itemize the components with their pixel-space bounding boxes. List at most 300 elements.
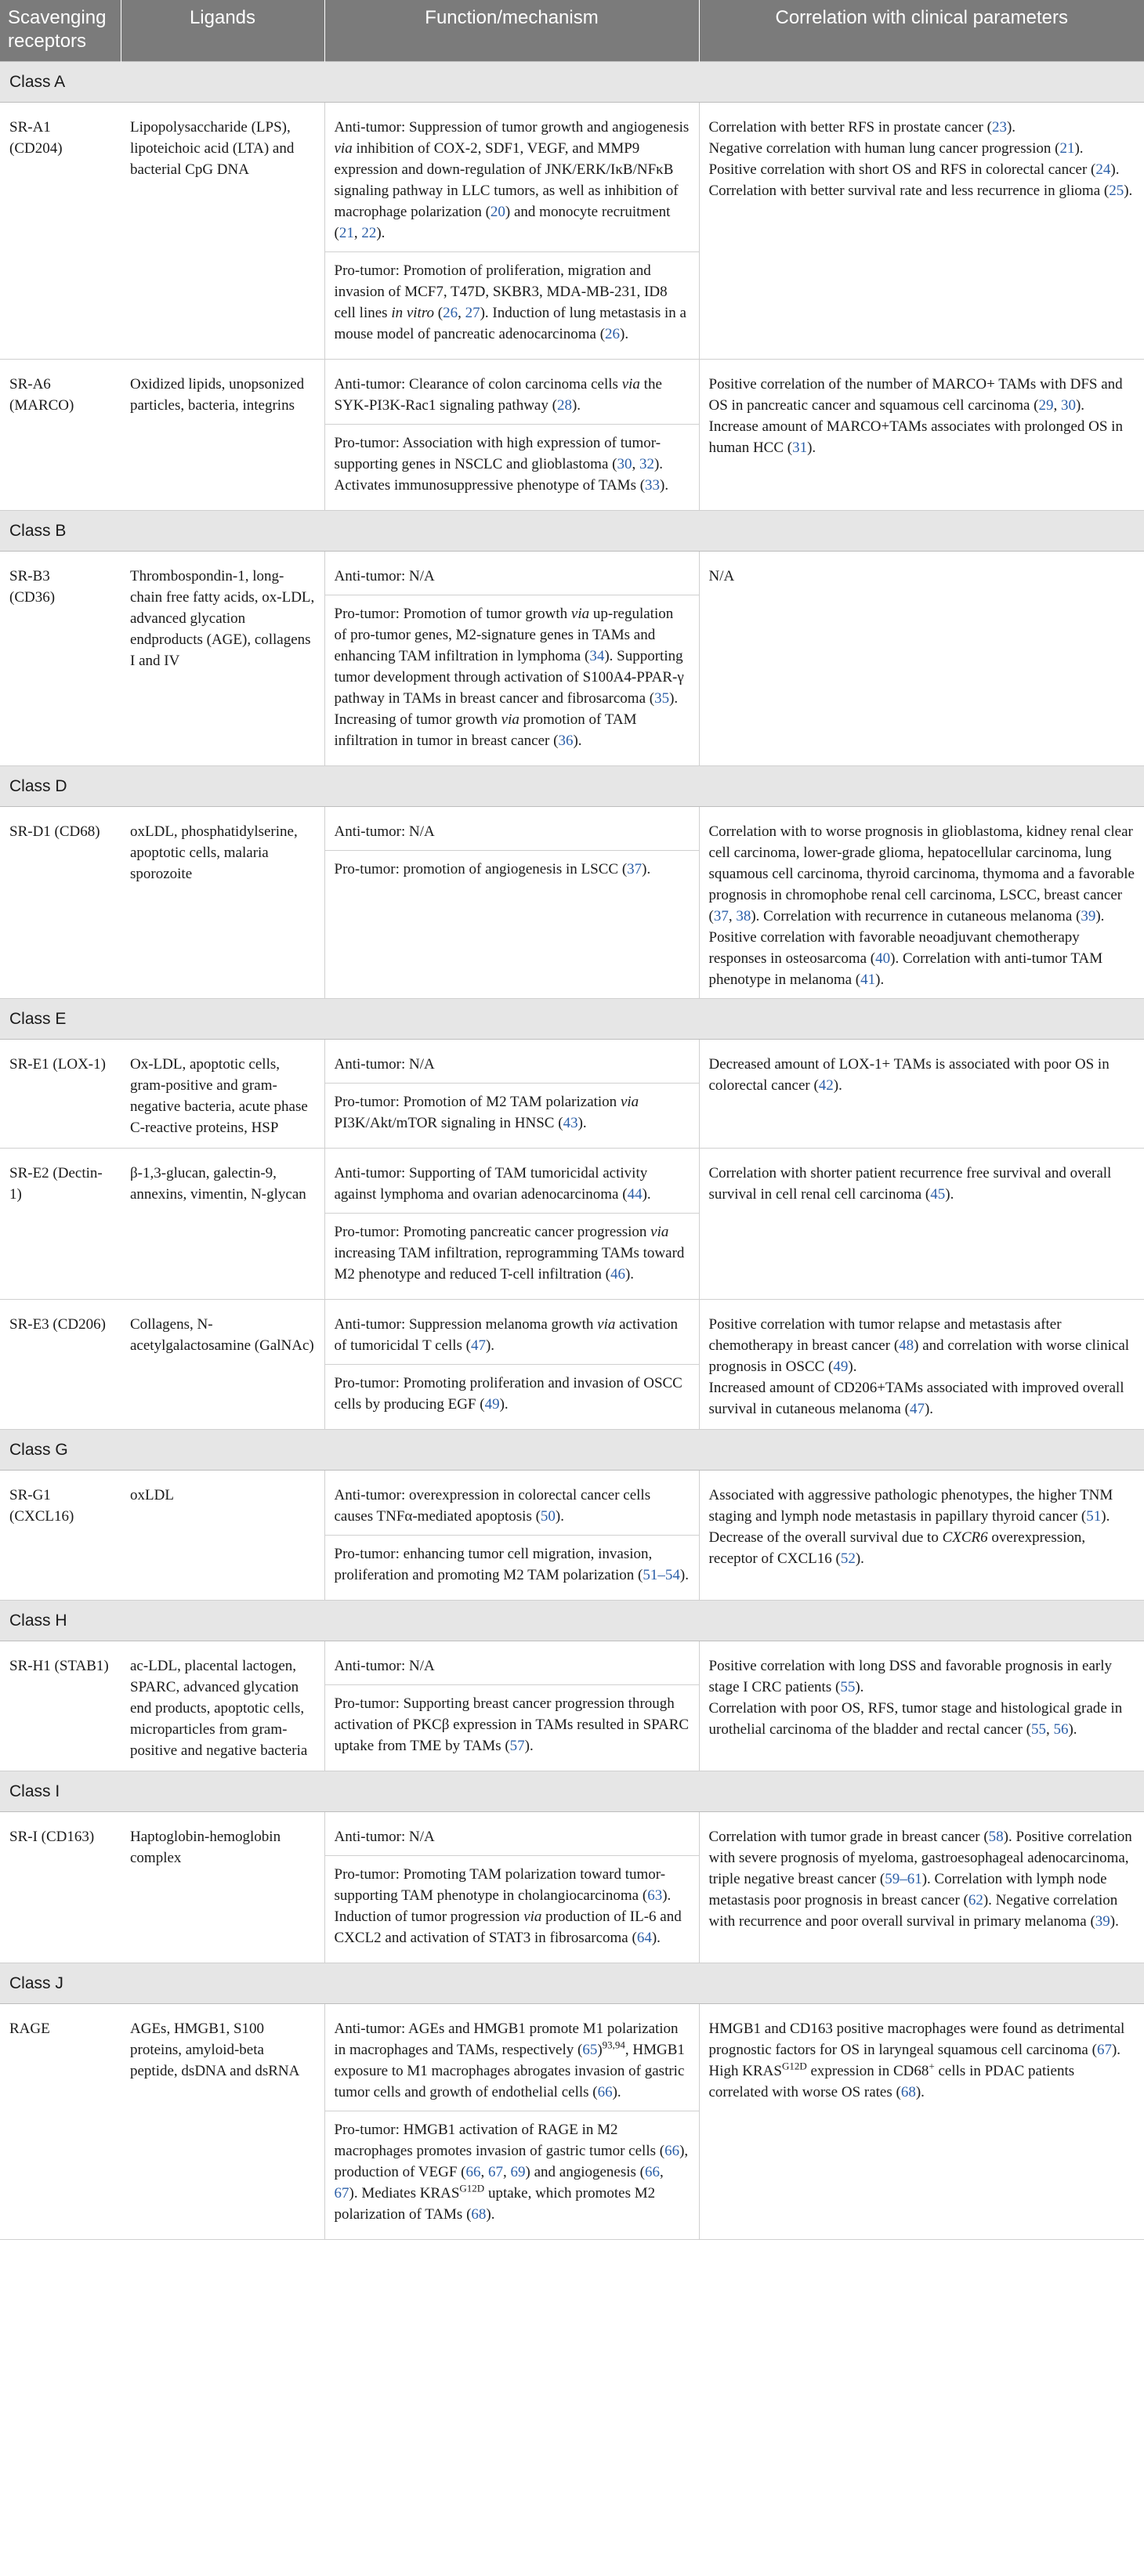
reference-link[interactable]: 65 <box>582 2042 598 2058</box>
reference-link[interactable]: 45 <box>930 1186 946 1203</box>
table-row <box>0 360 1144 511</box>
receptor-name: SR-I (CD163) <box>9 1829 95 1845</box>
correlation-text <box>709 566 1135 587</box>
correlation-text <box>709 1485 1135 1527</box>
reference-link[interactable]: 42 <box>818 1077 834 1094</box>
ligands-cell: β-1,3-glucan, galectin-9, annexins, vimentin, N-glycan <box>121 1149 324 1300</box>
reference-link[interactable]: 64 <box>636 1930 652 1946</box>
text-run: , <box>458 305 465 321</box>
text-run: Pro-tumor: Promoting TAM polarization toward tumor-supporting TAM phenotype in cholangiocarcinoma ( <box>334 1866 666 1904</box>
text-run: Positive correlation with long DSS and favorable prognosis in early stage I CRC patients ( <box>708 1658 1112 1695</box>
text-run: ) and monocyte recruitment ( <box>334 204 671 241</box>
receptor-cell <box>0 103 121 360</box>
text-run: Anti-tumor: N/A <box>334 1829 435 1845</box>
text-run: Positive correlation of the number of MARCO+ TAMs with DFS and OS in pancreatic cancer and squamous cell carcinoma ( <box>708 376 1123 414</box>
receptor-name: (CD204) <box>9 140 63 157</box>
reference-link[interactable]: 67 <box>334 2185 349 2202</box>
reference-link[interactable]: 39 <box>1081 908 1096 924</box>
function-cell <box>324 103 699 360</box>
text-run: ). <box>660 477 669 494</box>
text-run: Pro-tumor: Association with high expression of tumor-supporting genes in NSCLC and glioblastoma ( <box>334 435 661 472</box>
reference-link[interactable]: 51 <box>1086 1508 1102 1525</box>
ligands-cell: ac-LDL, placental lactogen, SPARC, advanced glycation end products, apoptotic cells, microparticles from gram-positive and negative bacteria <box>121 1641 324 1771</box>
text-run: Anti-tumor: overexpression in colorectal cancer cells causes TNFα-mediated apoptosis ( <box>334 1487 651 1525</box>
reference-link[interactable]: 68 <box>900 2084 916 2100</box>
text-run: ). <box>1075 397 1085 414</box>
table-row <box>0 1641 1144 1771</box>
text-run: Anti-tumor: AGEs and HMGB1 promote M1 polarization in macrophages and TAMs, respectively ( <box>334 2021 679 2058</box>
text-run: ). <box>486 2206 495 2223</box>
text-run: ). <box>848 1359 857 1375</box>
text-run: Anti-tumor: N/A <box>334 568 435 584</box>
text-run: ). <box>855 1679 864 1695</box>
reference-link[interactable]: 27 <box>465 305 480 321</box>
text-run: via <box>570 606 590 622</box>
correlation-text <box>709 1377 1135 1420</box>
function-cell <box>324 1641 699 1771</box>
text-run: Positive correlation with favorable neoadjuvant chemotherapy responses in osteosarcoma ( <box>708 929 1080 967</box>
receptor-name: SR-B3 <box>9 568 50 584</box>
class-label: Class D <box>0 766 1144 807</box>
text-run: Increased amount of CD206+TAMs associated with improved overall survival in cutaneous melanoma ( <box>708 1380 1124 1417</box>
class-header-row <box>0 766 1144 807</box>
correlation-text <box>709 1826 1135 1932</box>
ligands-cell: Haptoglobin-hemoglobin complex <box>121 1812 324 1963</box>
text-run: ). <box>499 1396 509 1413</box>
text-run: ). <box>571 397 581 414</box>
text-run: ( <box>434 305 443 321</box>
class-header-row <box>0 62 1144 103</box>
anti-tumor-function <box>325 813 699 850</box>
reference-link[interactable]: 30 <box>617 456 632 472</box>
text-run: Pro-tumor: Promotion of proliferation, migration and invasion of MCF7, T47D, SKBR3, MDA-MB-231, ID8 cell lines <box>334 262 668 321</box>
text-run: + <box>929 2060 935 2072</box>
text-run: , HMGB1 exposure to M1 macrophages abrogates invasion of gastric tumor cells and growth of endothelial cells ( <box>334 2042 685 2100</box>
class-label: Class E <box>0 999 1144 1040</box>
header-receptors: Scavenging receptors <box>0 0 121 62</box>
receptor-name: (CD36) <box>9 589 56 606</box>
reference-link[interactable]: 67 <box>1096 2042 1112 2058</box>
text-run: ). <box>924 1401 934 1417</box>
reference-link[interactable]: 52 <box>840 1550 856 1567</box>
receptor-name: SR-H1 (STAB1) <box>9 1658 109 1674</box>
correlation-cell <box>699 1812 1144 1963</box>
correlation-cell <box>699 807 1144 999</box>
correlation-text <box>709 138 1135 159</box>
text-run: , <box>1045 1721 1054 1738</box>
text-run: ). <box>485 1337 495 1354</box>
text-run: ). Induction of lung metastasis in a mouse model of pancreatic adenocarcinoma ( <box>334 305 686 342</box>
text-run: via <box>334 140 353 157</box>
header-ligands: Ligands <box>121 0 324 62</box>
text-run: uptake, which promotes M2 polarization of TAMs ( <box>334 2185 656 2223</box>
ligands-cell: AGEs, HMGB1, S100 proteins, amyloid-beta peptide, dsDNA and dsRNA <box>121 2004 324 2240</box>
class-header-row <box>0 511 1144 552</box>
correlation-text <box>709 821 1135 927</box>
class-header-row <box>0 1963 1144 2004</box>
reference-link[interactable]: 56 <box>1053 1721 1069 1738</box>
text-run: Decreased amount of LOX-1+ TAMs is associated with poor OS in colorectal cancer ( <box>708 1056 1110 1094</box>
reference-link[interactable]: 44 <box>627 1186 643 1203</box>
class-header-row <box>0 1430 1144 1471</box>
text-run: Pro-tumor: Promotion of M2 TAM polarization <box>334 1094 621 1110</box>
reference-link[interactable]: 51–54 <box>643 1567 680 1583</box>
reference-link[interactable]: 58 <box>988 1829 1004 1845</box>
anti-tumor-function <box>325 109 699 251</box>
table-row <box>0 1471 1144 1601</box>
pro-tumor-function <box>325 850 699 888</box>
text-run: Anti-tumor: Supporting of TAM tumoricidal activity against lymphoma and ovarian adenocarcinoma ( <box>334 1165 648 1203</box>
correlation-cell <box>699 1471 1144 1601</box>
correlation-text <box>709 1054 1135 1096</box>
text-run: the SYK-PI3K-Rac1 signaling pathway ( <box>334 376 662 414</box>
class-header-row <box>0 999 1144 1040</box>
text-run: N/A <box>708 568 735 584</box>
class-header-row <box>0 1771 1144 1812</box>
text-run: overexpression, receptor of CXCL16 ( <box>708 1529 1086 1567</box>
text-run: Positive correlation with tumor relapse and metastasis after chemotherapy in breast cancer ( <box>708 1316 1062 1354</box>
reference-link[interactable]: 62 <box>968 1892 983 1908</box>
text-run: Pro-tumor: Supporting breast cancer progression through activation of PKCβ expression in TAMs resulted in SPARC uptake from TME by TAMs ( <box>334 1695 690 1754</box>
text-run: via <box>523 1908 542 1925</box>
table-row <box>0 1149 1144 1300</box>
text-run: ). Correlation with anti-tumor TAM phenotype in melanoma ( <box>708 950 1103 988</box>
text-run: ) <box>597 2042 603 2058</box>
receptor-name: RAGE <box>9 2021 50 2037</box>
text-run: production of IL-6 and CXCL2 and activation of STAT3 in fibrosarcoma ( <box>334 1908 682 1946</box>
text-run: , <box>728 908 737 924</box>
text-run: , <box>659 2164 664 2180</box>
function-cell <box>324 1471 699 1601</box>
text-run: Correlation with to worse prognosis in glioblastoma, kidney renal clear cell carcinoma, lower-grade glioma, hepatocellular carcinoma, lung squamous cell carcinoma, thyroid carcinoma, thymoma and a favorable prognosis in chromophobe renal cell carcinoma, LSCC, breast cancer ( <box>708 823 1135 924</box>
reference-link[interactable]: 21 <box>1059 140 1075 157</box>
ligands-cell: Lipopolysaccharide (LPS), lipoteichoic acid (LTA) and bacterial CpG DNA <box>121 103 324 360</box>
text-run: Pro-tumor: Promotion of tumor growth <box>334 606 571 622</box>
class-label: Class A <box>0 62 1144 103</box>
function-cell <box>324 807 699 999</box>
text-run: , <box>632 456 639 472</box>
receptor-name: SR-A1 <box>9 119 51 136</box>
receptor-cell <box>0 1812 121 1963</box>
text-run: HMGB1 and CD163 positive macrophages were found as detrimental prognostic factors for OS in laryngeal squamous cell carcinoma ( <box>708 2021 1125 2058</box>
anti-tumor-function <box>325 1648 699 1684</box>
function-cell <box>324 1300 699 1430</box>
reference-link[interactable]: 21 <box>338 225 354 241</box>
text-run: ). <box>612 2084 621 2100</box>
function-cell <box>324 360 699 511</box>
text-run: Pro-tumor: promotion of angiogenesis in LSCC ( <box>334 861 628 877</box>
text-run: 93,94 <box>602 2039 625 2051</box>
text-run: ). <box>1095 908 1105 924</box>
function-cell <box>324 1149 699 1300</box>
correlation-text <box>709 1698 1135 1740</box>
pro-tumor-function <box>325 1364 699 1423</box>
text-run: ) and correlation with worse clinical prognosis in OSCC ( <box>708 1337 1130 1375</box>
receptor-cell <box>0 1641 121 1771</box>
text-run: ) and angiogenesis ( <box>525 2164 645 2180</box>
text-run: , <box>503 2164 511 2180</box>
reference-link[interactable]: 33 <box>645 477 661 494</box>
text-run: ). <box>833 1077 842 1094</box>
correlation-text <box>709 180 1135 201</box>
reference-link[interactable]: 34 <box>589 648 605 664</box>
reference-link[interactable]: 30 <box>1060 397 1076 414</box>
text-run: ). <box>555 1508 564 1525</box>
text-run: via <box>650 1224 669 1240</box>
function-cell <box>324 1040 699 1149</box>
reference-link[interactable]: 37 <box>713 908 729 924</box>
reference-link[interactable]: 31 <box>792 440 808 456</box>
text-run: ). <box>1124 183 1133 199</box>
reference-link[interactable]: 40 <box>875 950 891 967</box>
reference-link[interactable]: 32 <box>639 456 654 472</box>
text-run: up-regulation of pro-tumor genes, M2-signature genes in TAMs and enhancing TAM infiltration in lymphoma ( <box>334 606 674 664</box>
correlation-cell <box>699 1641 1144 1771</box>
reference-link[interactable]: 22 <box>361 225 377 241</box>
receptor-cell <box>0 360 121 511</box>
text-run: Anti-tumor: Suppression melanoma growth <box>334 1316 598 1333</box>
text-run: in vitro <box>391 305 435 321</box>
reference-link[interactable]: 49 <box>833 1359 849 1375</box>
class-label: Class I <box>0 1771 1144 1812</box>
reference-link[interactable]: 49 <box>484 1396 500 1413</box>
text-run: Anti-tumor: N/A <box>334 1658 435 1674</box>
reference-link[interactable]: 36 <box>558 733 574 749</box>
text-run: ). <box>651 1930 661 1946</box>
text-run: , <box>1053 397 1061 414</box>
reference-link[interactable]: 67 <box>488 2164 503 2180</box>
text-run: ). Correlation with lymph node metastasis poor prognosis in breast cancer ( <box>708 1871 1107 1908</box>
correlation-cell <box>699 103 1144 360</box>
receptor-cell <box>0 1471 121 1601</box>
receptor-cell <box>0 807 121 999</box>
function-cell <box>324 552 699 766</box>
ligands-cell: Oxidized lipids, unopsonized particles, bacteria, integrins <box>121 360 324 511</box>
text-run: Positive correlation with short OS and RFS in colorectal cancer ( <box>708 161 1096 178</box>
anti-tumor-function <box>325 1046 699 1083</box>
table-row <box>0 2004 1144 2240</box>
text-run: ). <box>1068 1721 1077 1738</box>
reference-link[interactable]: 47 <box>470 1337 486 1354</box>
text-run: ). <box>376 225 386 241</box>
receptor-name: SR-E1 (LOX-1) <box>9 1056 106 1073</box>
text-run: ). <box>679 1567 689 1583</box>
text-run: Correlation with tumor grade in breast cancer ( <box>708 1829 989 1845</box>
text-run: ). <box>1110 1913 1119 1930</box>
reference-link[interactable]: 68 <box>471 2206 487 2223</box>
text-run: ). <box>945 1186 954 1203</box>
reference-link[interactable]: 47 <box>909 1401 925 1417</box>
ligands-cell: oxLDL <box>121 1471 324 1601</box>
correlation-text <box>709 1163 1135 1205</box>
table-body <box>0 62 1144 2240</box>
table-header-row <box>0 0 1144 62</box>
text-run: via <box>597 1316 616 1333</box>
reference-link[interactable]: 29 <box>1038 397 1054 414</box>
reference-link[interactable]: 48 <box>899 1337 914 1354</box>
reference-link[interactable]: 28 <box>556 397 572 414</box>
reference-link[interactable]: 39 <box>1095 1913 1110 1930</box>
text-run: ). Negative correlation with recurrence and poor overall survival in primary melanoma ( <box>708 1892 1118 1930</box>
text-run: Pro-tumor: HMGB1 activation of RAGE in M2 macrophages promotes invasion of gastric tumor cells ( <box>334 2122 665 2159</box>
reference-link[interactable]: 66 <box>597 2084 613 2100</box>
text-run: ). <box>1074 140 1084 157</box>
text-run: ). <box>915 2084 925 2100</box>
reference-link[interactable]: 55 <box>840 1679 856 1695</box>
reference-link[interactable]: 24 <box>1095 161 1111 178</box>
ligands-cell: Thrombospondin-1, long-chain free fatty acids, ox-LDL, advanced glycation endproducts (AGE), collagens I and IV <box>121 552 324 766</box>
table-row <box>0 1040 1144 1149</box>
text-run: ). <box>524 1738 534 1754</box>
text-run: ). <box>573 733 582 749</box>
receptor-name: SR-G1 <box>9 1487 51 1503</box>
reference-link[interactable]: 66 <box>465 2164 481 2180</box>
text-run: ). <box>642 861 651 877</box>
text-run: ). Mediates KRAS <box>349 2185 460 2202</box>
class-label: Class G <box>0 1430 1144 1471</box>
text-run: increasing TAM infiltration, reprogramming TAMs toward M2 phenotype and reduced T-cell infiltration ( <box>334 1245 685 1283</box>
receptor-name: (MARCO) <box>9 397 74 414</box>
pro-tumor-function <box>325 251 699 353</box>
pro-tumor-function <box>325 1083 699 1141</box>
header-function: Function/mechanism <box>324 0 699 62</box>
text-run: Decrease of the overall survival due to <box>708 1529 943 1546</box>
correlation-text <box>709 416 1135 458</box>
receptor-name: SR-E3 (CD206) <box>9 1316 106 1333</box>
receptor-name: (CXCL16) <box>9 1508 74 1525</box>
reference-link[interactable]: 43 <box>563 1115 578 1131</box>
text-run: Anti-tumor: N/A <box>334 823 435 840</box>
text-run: ). <box>855 1550 864 1567</box>
anti-tumor-function <box>325 366 699 424</box>
reference-link[interactable]: 63 <box>647 1887 663 1904</box>
receptor-cell <box>0 552 121 766</box>
reference-link[interactable]: 69 <box>510 2164 526 2180</box>
class-header-row <box>0 1601 1144 1641</box>
text-run: Anti-tumor: Clearance of colon carcinoma cells <box>334 376 622 393</box>
function-cell <box>324 1812 699 1963</box>
text-run: expression in CD68 <box>806 2063 929 2079</box>
text-run: ). <box>807 440 816 456</box>
correlation-text <box>709 117 1135 138</box>
reference-link[interactable]: 26 <box>605 326 621 342</box>
text-run: ). Supporting tumor development through activation of S100A4-PPAR-γ pathway in TAMs in breast cancer and fibrosarcoma ( <box>334 648 684 707</box>
header-correlation: Correlation with clinical parameters <box>699 0 1144 62</box>
anti-tumor-function <box>325 1477 699 1535</box>
text-run: Associated with aggressive pathologic phenotypes, the higher TNM staging and lymph node metastasis in papillary thyroid cancer ( <box>708 1487 1113 1525</box>
table-row <box>0 552 1144 766</box>
text-run: ), production of VEGF ( <box>334 2143 689 2180</box>
text-run: Correlation with better RFS in prostate cancer ( <box>708 119 992 136</box>
text-run: Increase amount of MARCO+TAMs associates with prolonged OS in human HCC ( <box>708 418 1123 456</box>
text-run: activation of tumoricidal T cells ( <box>334 1316 679 1354</box>
text-run: via <box>501 711 520 728</box>
correlation-text <box>709 1314 1135 1377</box>
text-run: G12D <box>459 2182 485 2194</box>
text-run: ). <box>1110 161 1120 178</box>
receptor-name: SR-D1 (CD68) <box>9 823 100 840</box>
pro-tumor-function <box>325 424 699 504</box>
text-run: Anti-tumor: Suppression of tumor growth and angiogenesis <box>334 119 690 136</box>
text-run: ). Activates immunosuppressive phenotype of TAMs ( <box>334 456 664 494</box>
reference-link[interactable]: 25 <box>1109 183 1124 199</box>
reference-link[interactable]: 66 <box>644 2164 660 2180</box>
anti-tumor-function <box>325 2010 699 2111</box>
text-run: via <box>621 376 640 393</box>
text-run: PI3K/Akt/mTOR signaling in HNSC ( <box>334 1115 563 1131</box>
correlation-text <box>709 159 1135 180</box>
reference-link[interactable]: 20 <box>490 204 505 220</box>
correlation-text <box>709 1527 1135 1569</box>
text-run: Pro-tumor: Promoting proliferation and invasion of OSCC cells by producing EGF ( <box>334 1375 682 1413</box>
reference-link[interactable]: 26 <box>443 305 458 321</box>
correlation-cell <box>699 1040 1144 1149</box>
text-run: , <box>480 2164 488 2180</box>
pro-tumor-function <box>325 1684 699 1764</box>
class-label: Class J <box>0 1963 1144 2004</box>
text-run: via <box>620 1094 639 1110</box>
class-label: Class B <box>0 511 1144 552</box>
pro-tumor-function <box>325 595 699 759</box>
receptor-cell <box>0 2004 121 2240</box>
reference-link[interactable]: 59–61 <box>885 1871 922 1887</box>
text-run: ). <box>1101 1508 1110 1525</box>
ligands-cell: oxLDL, phosphatidylserine, apoptotic cells, malaria sporozoite <box>121 807 324 999</box>
reference-link[interactable]: 55 <box>1030 1721 1046 1738</box>
reference-link[interactable]: 46 <box>610 1266 625 1283</box>
text-run: ). <box>875 971 885 988</box>
receptor-name: SR-E2 (Dectin-1) <box>9 1165 103 1203</box>
ligands-cell: Collagens, N-acetylgalactosamine (GalNAc) <box>121 1300 324 1430</box>
table-row <box>0 103 1144 360</box>
table-row <box>0 807 1144 999</box>
correlation-text <box>709 374 1135 416</box>
reference-link[interactable]: 38 <box>736 908 751 924</box>
reference-link[interactable]: 41 <box>860 971 876 988</box>
pro-tumor-function <box>325 1535 699 1594</box>
reference-link[interactable]: 57 <box>509 1738 525 1754</box>
receptor-cell <box>0 1040 121 1149</box>
text-run: ). Induction of tumor progression <box>334 1887 672 1925</box>
table-row <box>0 1300 1144 1430</box>
text-run: , <box>353 225 362 241</box>
correlation-text <box>709 2018 1135 2103</box>
text-run: ). <box>642 1186 651 1203</box>
text-run: ). <box>624 1266 635 1283</box>
text-run: Anti-tumor: N/A <box>334 1056 435 1073</box>
text-run: Negative correlation with human lung cancer progression ( <box>708 140 1060 157</box>
reference-link[interactable]: 23 <box>991 119 1007 136</box>
class-label: Class H <box>0 1601 1144 1641</box>
text-run: G12D <box>781 2060 807 2072</box>
correlation-cell <box>699 360 1144 511</box>
text-run: Pro-tumor: enhancing tumor cell migration, invasion, proliferation and promoting M2 TAM polarization ( <box>334 1546 653 1583</box>
correlation-text <box>709 927 1135 990</box>
ligands-cell: Ox-LDL, apoptotic cells, gram-positive and gram-negative bacteria, acute phase C-reactive proteins, HSP <box>121 1040 324 1149</box>
text-run: ). Increasing of tumor growth <box>334 690 679 728</box>
correlation-cell <box>699 2004 1144 2240</box>
anti-tumor-function <box>325 1818 699 1855</box>
text-run: ). <box>1006 119 1016 136</box>
text-run: inhibition of COX-2, SDF1, VEGF, and MMP9 expression and down-regulation of JNK/ERK/IκB/NFκB signaling pathway in LLC tumors, as well as inhibition of macrophage polarization ( <box>334 140 679 220</box>
receptor-cell <box>0 1149 121 1300</box>
receptor-name: SR-A6 <box>9 376 51 393</box>
correlation-cell <box>699 1300 1144 1430</box>
reference-link[interactable]: 66 <box>664 2143 680 2159</box>
reference-link[interactable]: 35 <box>654 690 670 707</box>
reference-link[interactable]: 50 <box>540 1508 556 1525</box>
reference-link[interactable]: 37 <box>627 861 643 877</box>
